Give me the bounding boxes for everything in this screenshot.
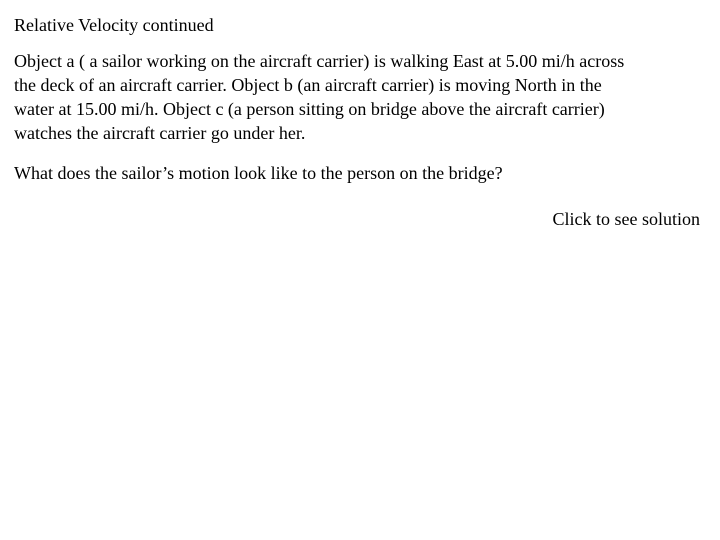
slide-title: Relative Velocity continued <box>14 15 214 35</box>
see-solution-link[interactable]: Click to see solution <box>552 209 700 229</box>
question-text <box>14 161 714 185</box>
problem-statement-line: watches the aircraft carrier go under her. <box>14 123 306 143</box>
problem-statement-line: water at 15.00 mi/h. Object c (a person sitting on bridge above the aircraft carrier) <box>14 99 605 119</box>
problem-statement-line: Object a ( a sailor working on the aircraft carrier) is walking East at 5.00 mi/h across <box>14 51 625 71</box>
problem-statement <box>14 49 714 145</box>
question-line: What does the sailor’s motion look like to the person on the bridge? <box>14 163 503 183</box>
problem-statement-line: the deck of an aircraft carrier. Object b (an aircraft carrier) is moving North in the <box>14 75 602 95</box>
